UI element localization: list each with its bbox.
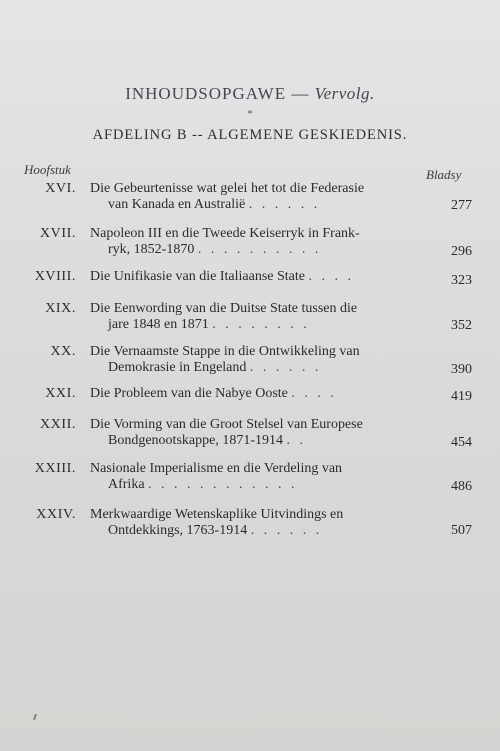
dot-leader: . . . . . .	[249, 360, 322, 375]
page-number: 390	[451, 362, 472, 377]
chapter-number: XVII.	[39, 226, 76, 241]
title-subtitle: Vervolg.	[314, 84, 375, 103]
chapter-title-line1: Die Probleem van die Nabye Ooste	[90, 386, 288, 401]
chapter-title-line1: Die Vorming van die Groot Stelsel van Europese	[90, 417, 363, 432]
page-number: 352	[451, 318, 472, 333]
chapter-title-line1: Die Gebeurtenisse wat gelei het tot die Federasie	[90, 181, 365, 196]
dot-leader: . . . . . .	[250, 523, 323, 538]
chapter-number: XXI.	[45, 386, 76, 401]
chapter-column-header: Hoofstuk	[24, 162, 71, 177]
chapter-title-line1: Die Eenwording van die Duitse State tussen die	[90, 301, 358, 316]
chapter-title-line1: Napoleon III en die Tweede Keiserryk in Frank-	[90, 226, 360, 241]
page-number: 507	[451, 523, 472, 538]
dot-leader: . . . . . . . . . .	[197, 242, 322, 257]
dot-leader: . . . . . .	[248, 197, 321, 212]
chapter-number: XVIII.	[34, 269, 76, 284]
page-number: 419	[451, 389, 472, 404]
star-ornament: *	[247, 108, 253, 120]
chapter-number: XIX.	[45, 301, 76, 316]
page-number: 296	[451, 244, 472, 259]
page-number: 277	[451, 198, 472, 213]
page-column-header: Bladsy	[426, 167, 462, 182]
chapter-number: XXIV.	[36, 507, 76, 522]
chapter-title-line1: Merkwaardige Wetenskaplike Uitvindings en	[90, 507, 344, 522]
chapter-title-line2: Afrika	[108, 477, 145, 492]
dot-leader: . . . . . . . . . . . .	[148, 477, 298, 492]
page-number: 323	[451, 273, 472, 288]
dot-leader: . .	[286, 433, 306, 448]
chapter-number: XX.	[50, 344, 76, 359]
page-number: 486	[451, 479, 472, 494]
chapter-title-line1: Die Unifikasie van die Italiaanse State	[90, 269, 305, 284]
dot-leader: . . . .	[308, 269, 354, 284]
title-separator: —	[291, 84, 310, 103]
chapter-title-line2: jare 1848 en 1871	[108, 317, 209, 332]
chapter-title-line2: Demokrasie in Engeland	[108, 360, 247, 375]
chapter-number: XXIII.	[34, 461, 76, 476]
chapter-title-line1: Nasionale Imperialisme en die Verdeling van	[90, 461, 343, 476]
page-number: 454	[451, 435, 472, 450]
dot-leader: . . . . . . . .	[212, 317, 310, 332]
chapter-number: XVI.	[45, 181, 76, 196]
page-title	[0, 84, 500, 104]
title-main: INHOUDSOPGAWE	[125, 84, 287, 103]
chapter-title-line2: van Kanada en Australië	[108, 197, 246, 212]
pencil-mark	[33, 714, 37, 720]
chapter-number: XXII.	[39, 417, 76, 432]
chapter-title-line2: Ontdekkings, 1763-1914	[108, 523, 248, 538]
section-heading: AFDELING B -- ALGEMENE GESKIEDENIS.	[92, 127, 408, 143]
chapter-title-line1: Die Vernaamste Stappe in die Ontwikkeling van	[90, 344, 360, 359]
chapter-title-line2: ryk, 1852-1870	[108, 242, 195, 257]
dot-leader: . . . .	[291, 386, 337, 401]
chapter-title-line2: Bondgenootskappe, 1871-1914	[108, 433, 283, 448]
